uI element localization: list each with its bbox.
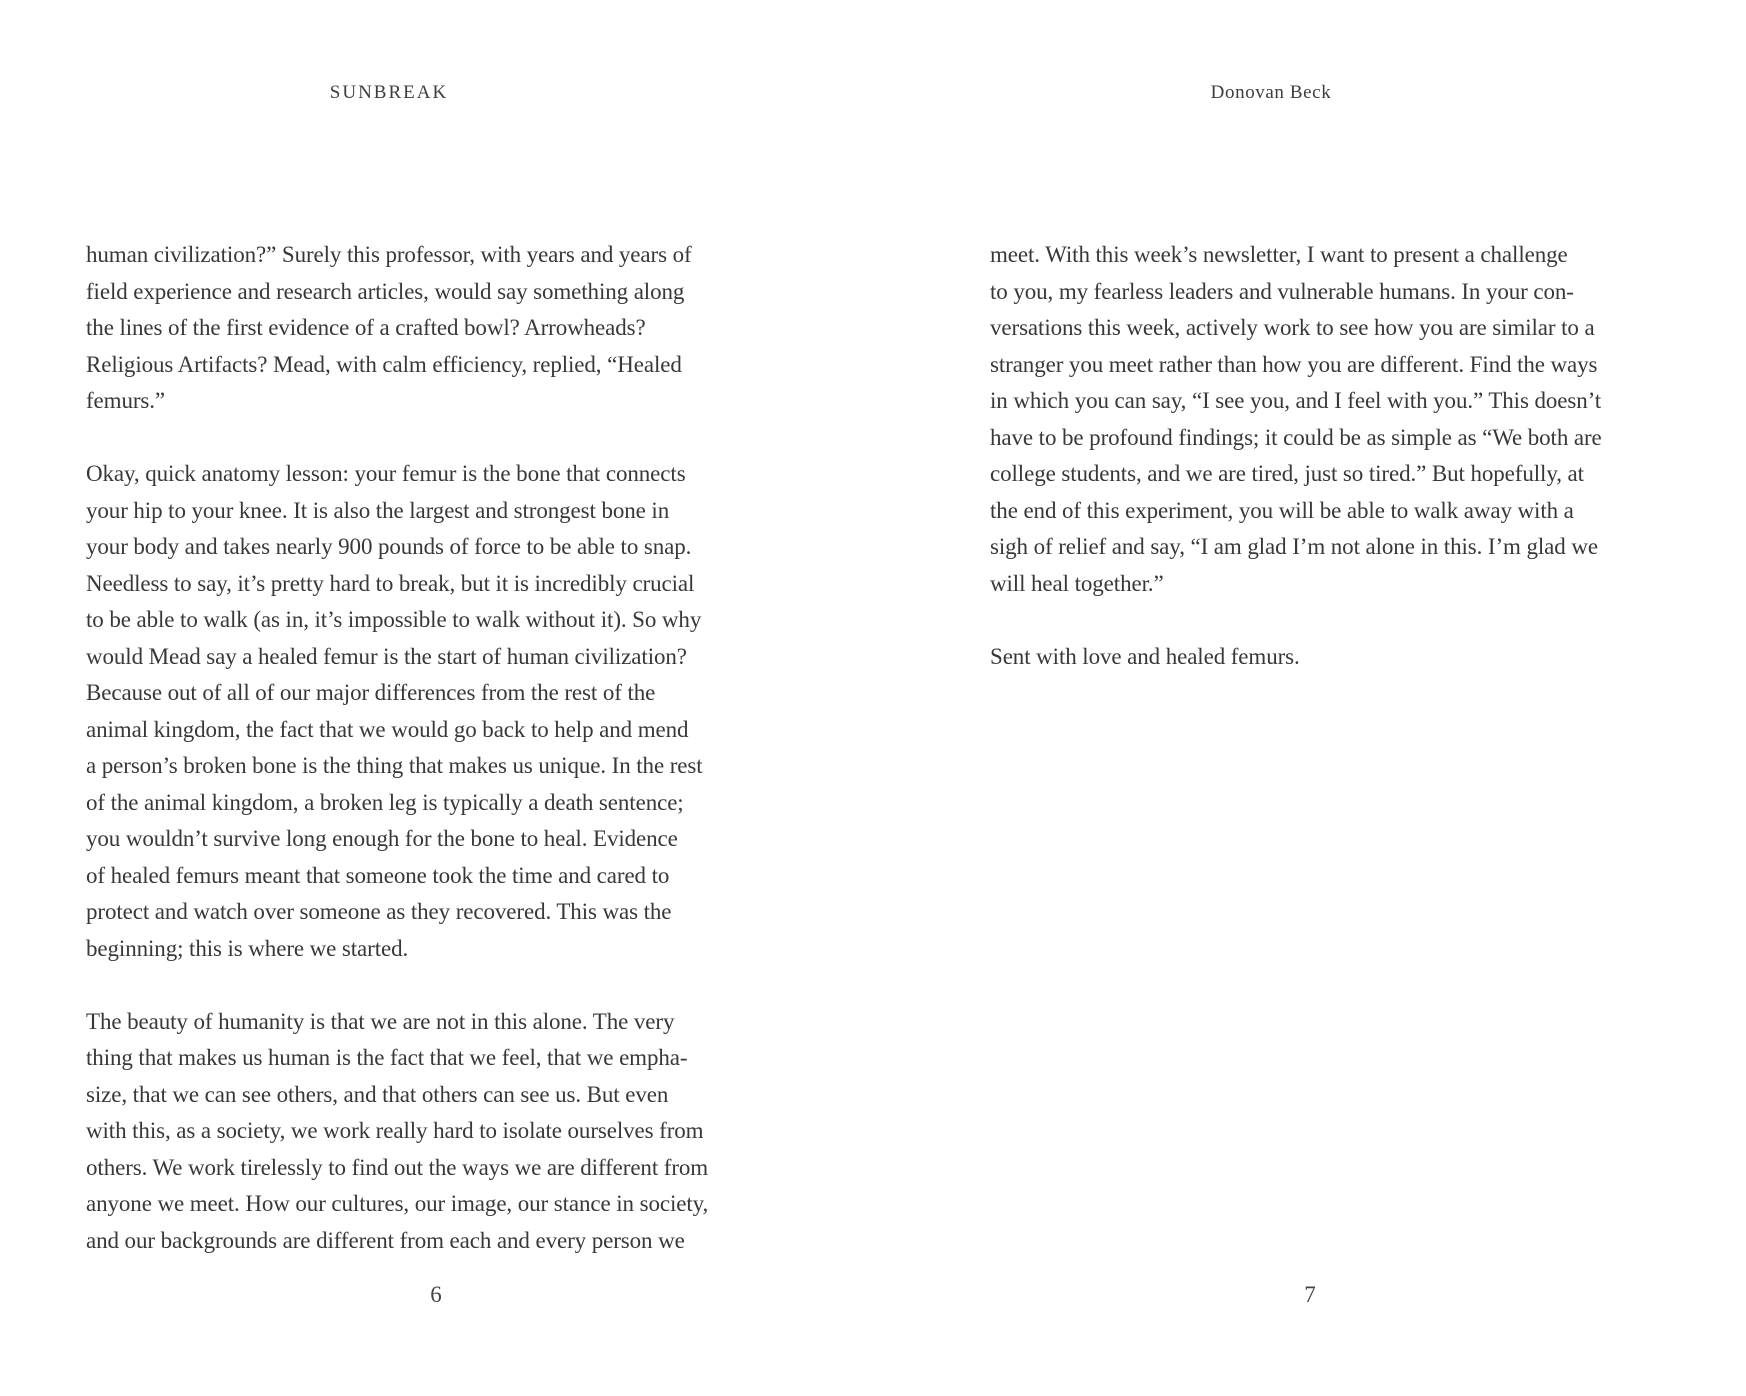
page-number-left: 6 xyxy=(430,1282,442,1307)
paragraph: The beauty of humanity is that we are not in this alone. The very thing that makes us human is the fact that we feel, that we empha- size, that we can see others, and that others can see us. But even with this, as a society, we work really hard to isolate ourselves from others. We work tirelessly to find out the ways we are different from anyone we meet. How our cultures, our image, our stance in society, and our backgrounds are different from each and every person we xyxy=(86,1008,709,1253)
running-header-book-title: SUNBREAK xyxy=(329,82,449,103)
right-text-column xyxy=(990,237,1680,675)
page-number-right: 7 xyxy=(1304,1282,1316,1307)
paragraph: Okay, quick anatomy lesson: your femur is the bone that connects your hip to your knee. It is also the largest and strongest bone in your body and takes nearly 900 pounds of force to be able to snap. Needless to say, it’s pretty hard to break, but it is incredibly crucial to be able to walk (as in, it’s impossible to walk without it). So why would Mead say a healed femur is the start of human civilization? Because out of all of our major differences from the rest of the animal kingdom, the fact that we would go back to help and mend a person’s broken bone is the thing that makes us unique. In the rest of the animal kingdom, a broken leg is typically a death sentence; you wouldn’t survive long enough for the bone to heal. Evidence of healed femurs meant that someone took the time and cared to protect and watch over someone as they recovered. This was the beginning; this is where we started. xyxy=(86,461,703,961)
paragraph: human civilization?” Surely this professor, with years and years of field experience and research articles, would say something along the lines of the first evidence of a crafted bowl? Arrowheads? Religious Artifacts? Mead, with calm efficiency, replied, “Healed femurs.” xyxy=(86,242,692,413)
left-text-column xyxy=(86,237,776,1259)
page-right xyxy=(873,0,1746,1396)
paragraph: meet. With this week’s newsletter, I want to present a challenge to you, my fearless leaders and vulnerable humans. In your con- versations this week, actively work to see how you are similar to a stranger you meet rather than how you are different. Find the ways in which you can say, “I see you, and I feel with you.” This doesn’t have to be profound findings; it could be as simple as “We both are college students, and we are tired, just so tired.” But hopefully, at the end of this experiment, you will be able to walk away with a sigh of relief and say, “I am glad I’m not alone in this. I’m glad we will heal together.” xyxy=(990,242,1602,596)
running-header-author-name: Donovan Beck xyxy=(1210,82,1332,103)
paragraph: Sent with love and healed femurs. xyxy=(990,643,1300,669)
